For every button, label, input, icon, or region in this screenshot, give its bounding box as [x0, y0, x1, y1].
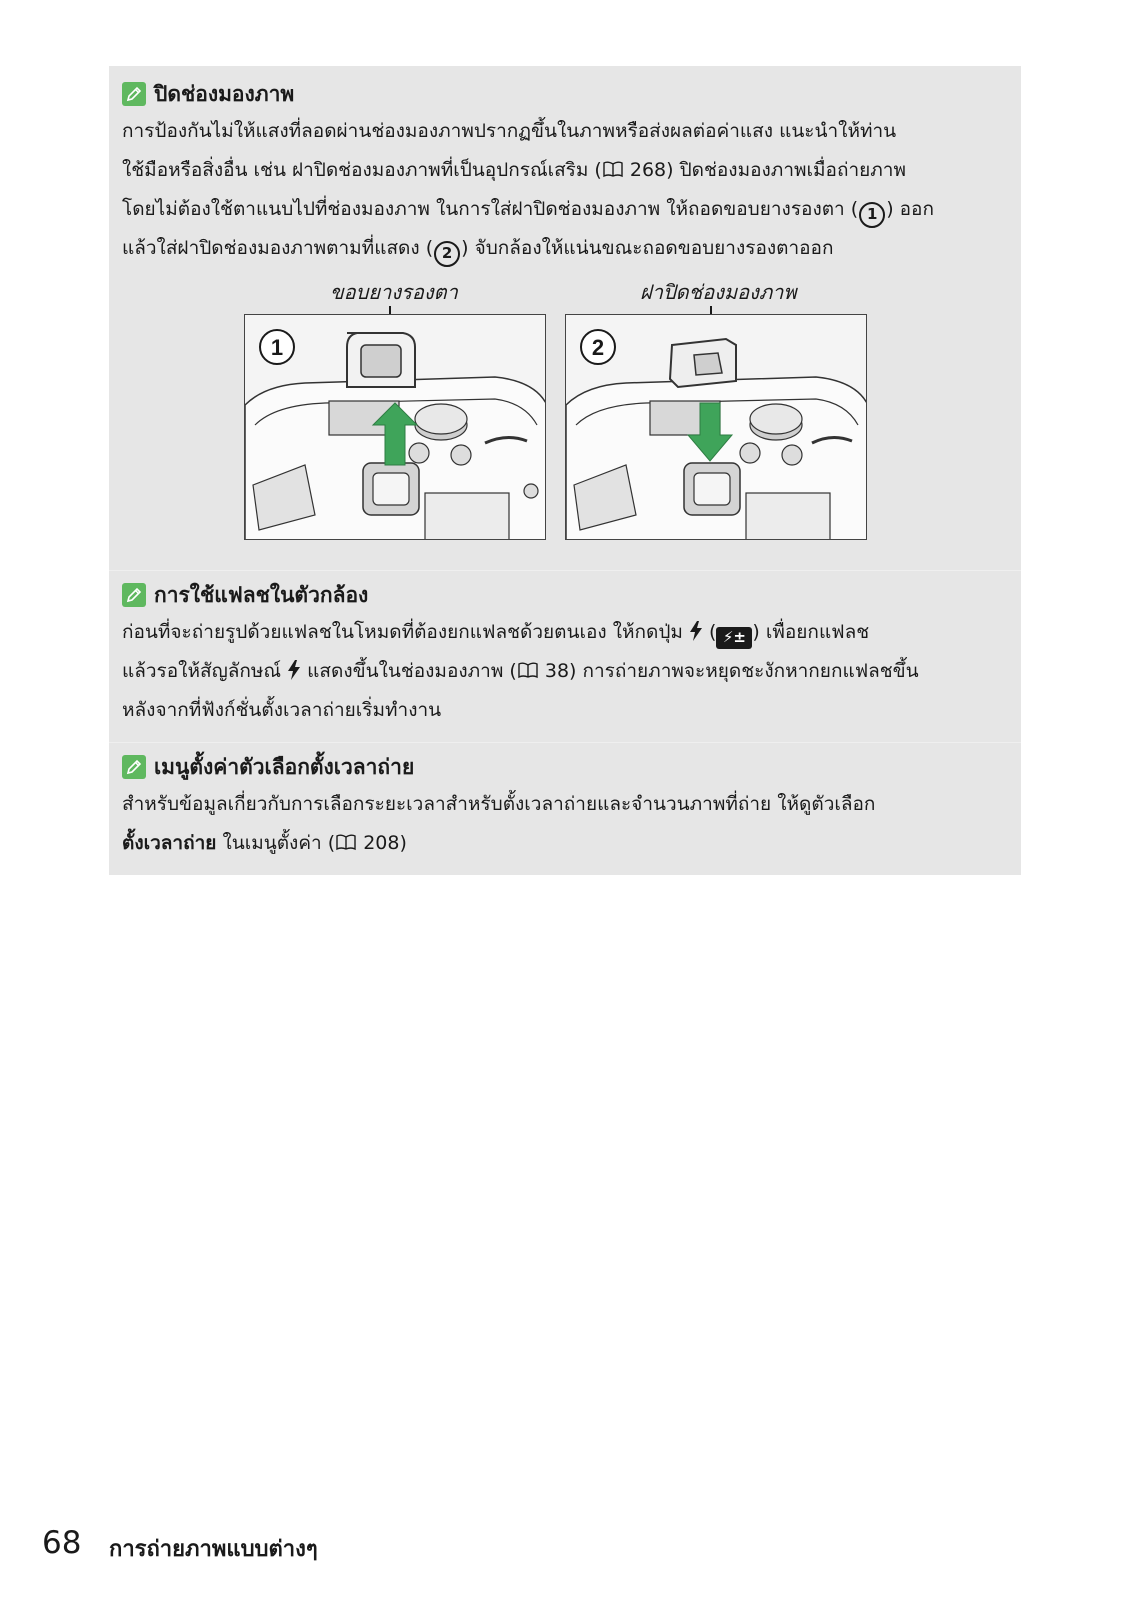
label-eyecup: ขอบยางรองตา: [330, 280, 458, 304]
note-title: [122, 80, 1007, 108]
body-text: ) ออก: [886, 198, 934, 220]
note-title-text: การใช้แฟลชในตัวกล้อง: [154, 583, 369, 607]
body-text: 38) การถ่ายภาพจะหยุดชะงักหากยกแฟลชขึ้น: [538, 660, 919, 682]
body-line: [122, 824, 1007, 863]
body-line: [122, 652, 1007, 691]
body-text: ใช้มือหรือสิ่งอื่น เช่น ฝาปิดช่องมองภาพที่เป็นอุปกรณ์เสริม (: [122, 159, 602, 181]
body-text: สำหรับข้อมูลเกี่ยวกับการเลือกระยะเวลาสำหรับตั้งเวลาถ่ายและจำนวนภาพที่ถ่าย ให้ดูตัวเลือก: [122, 793, 876, 815]
book-icon: [602, 159, 624, 181]
figure-panel-2: [565, 314, 867, 540]
body-text: ) จับกล้องให้แน่นขณะถอดขอบยางรองตาออก: [461, 237, 834, 259]
note-title: [122, 581, 1007, 609]
note-built-in-flash: [109, 570, 1021, 742]
body-line: [122, 112, 1007, 151]
menu-option-name: ตั้งเวลาถ่าย: [122, 832, 217, 854]
note-body: [122, 112, 1007, 268]
pencil-note-icon: [122, 583, 146, 607]
book-icon: [517, 660, 539, 682]
page-number: 68: [42, 1525, 82, 1561]
body-text: หลังจากที่ฟังก์ชั่นตั้งเวลาถ่ายเริ่มทำงาน: [122, 699, 442, 721]
note-body: [122, 785, 1007, 863]
panel-2-number: 2: [591, 335, 605, 360]
note-viewfinder-cover: [109, 66, 1021, 570]
body-line: [122, 613, 1007, 652]
body-text: การป้องกันไม่ให้แสงที่ลอดผ่านช่องมองภาพปรากฏขึ้นในภาพหรือส่งผลต่อค่าแสง แนะนำให้ท่าน: [122, 120, 897, 142]
note-self-timer-menu: [109, 742, 1021, 875]
step-1-marker: 1: [859, 202, 885, 228]
note-title-text: ปิดช่องมองภาพ: [154, 82, 295, 106]
body-text: (: [702, 621, 717, 643]
book-icon: [335, 832, 357, 854]
body-line: [122, 785, 1007, 824]
pencil-note-icon: [122, 82, 146, 106]
body-text: ) เพื่อยกแฟลช: [752, 621, 870, 643]
body-line: [122, 190, 1007, 229]
body-text: แล้วใส่ฝาปิดช่องมองภาพตามที่แสดง (: [122, 237, 434, 259]
flash-icon: [689, 621, 703, 643]
notes-box: [109, 66, 1021, 875]
pencil-note-icon: [122, 755, 146, 779]
note-body: [122, 613, 1007, 730]
flash-icon: [287, 660, 301, 682]
body-line: [122, 151, 1007, 190]
flash-compensation-button-icon: ⚡±: [716, 627, 752, 649]
body-text: แสดงขึ้นในช่องมองภาพ (: [301, 660, 517, 682]
note-title-text: เมนูตั้งค่าตัวเลือกตั้งเวลาถ่าย: [154, 755, 415, 779]
step-2-marker: 2: [434, 241, 460, 267]
panel-1-number: 1: [270, 335, 284, 360]
eyecup-figure: [122, 268, 1007, 558]
body-text: 268) ปิดช่องมองภาพเมื่อถ่ายภาพ: [623, 159, 906, 181]
figure-panel-1: [244, 314, 546, 540]
label-eyepiece-cap: ฝาปิดช่องมองภาพ: [640, 280, 797, 304]
body-text: แล้วรอให้สัญลักษณ์: [122, 660, 288, 682]
body-text: 208): [357, 832, 407, 854]
note-title: [122, 753, 1007, 781]
body-text: ก่อนที่จะถ่ายรูปด้วยแฟลชในโหมดที่ต้องยกแฟลชด้วยตนเอง ให้กดปุ่ม: [122, 621, 689, 643]
body-text: โดยไม่ต้องใช้ตาแนบไปที่ช่องมองภาพ ในการใส่ฝาปิดช่องมองภาพ ให้ถอดขอบยางรองตา (: [122, 198, 859, 220]
body-line: [122, 691, 1007, 730]
section-title: การถ่ายภาพแบบต่างๆ: [109, 1537, 318, 1562]
body-line: [122, 229, 1007, 268]
body-text: ในเมนูตั้งค่า (: [216, 832, 336, 854]
